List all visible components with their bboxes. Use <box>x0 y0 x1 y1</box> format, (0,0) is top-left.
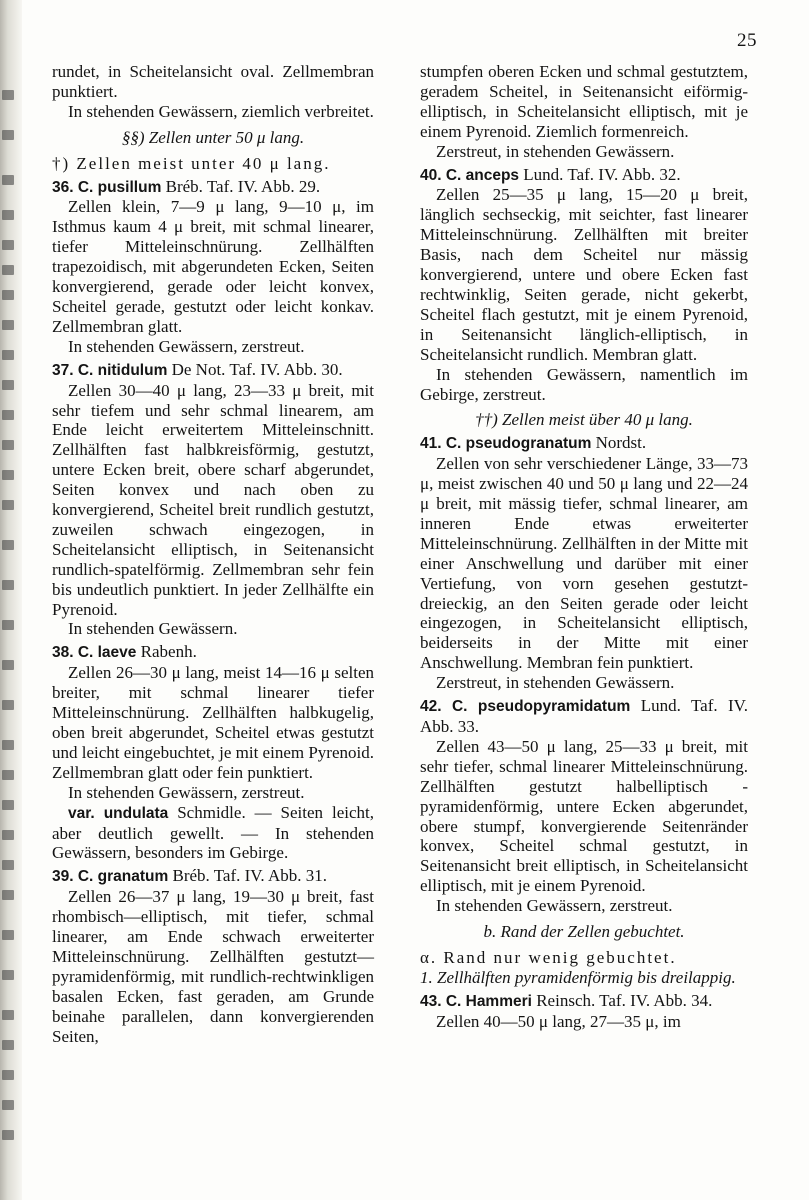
species-name: C. pseudogranatum <box>445 435 592 453</box>
binding-gutter <box>0 0 22 1200</box>
gutter-bleed-mark <box>2 620 14 630</box>
gutter-bleed-mark <box>2 970 14 980</box>
species-entry-heading <box>52 177 374 198</box>
entry-citation: Rabenh. <box>136 642 197 662</box>
description-paragraph: Zellen 26—37 μ lang, 19—30 μ breit, fast rhombisch—elliptisch, mit tiefer, schmal linearer, am Ende schwach erweiterter Mitteleinschnürung. Zellhälften gestutzt—pyramidenförmig, mit rundlich-rechtwinkligen basalen Ecken, fast geraden, am Grunde beinahe parallelen, dann konvergierenden Seiten, <box>52 887 374 1046</box>
species-name: var. undulata <box>68 804 169 822</box>
entry-number: 40. <box>420 166 442 184</box>
species-name: C. pusillum <box>77 178 162 196</box>
gutter-bleed-mark <box>2 1010 14 1020</box>
gutter-bleed-mark <box>2 175 14 185</box>
gutter-bleed-mark <box>2 500 14 510</box>
species-name: C. nitidulum <box>77 361 168 379</box>
entry-number: 37. <box>52 361 74 379</box>
species-entry-heading <box>52 642 374 663</box>
gutter-bleed-mark <box>2 240 14 250</box>
entry-citation: Schmidle. — Seiten leicht, aber deutlich gewellt. — In stehenden Gewässern, besonders im Gebirge. <box>52 802 374 863</box>
gutter-bleed-mark <box>2 860 14 870</box>
entry-number: 41. <box>420 435 442 453</box>
gutter-bleed-mark <box>2 740 14 750</box>
description-paragraph: Zerstreut, in stehenden Gewässern. <box>436 673 675 693</box>
gutter-bleed-mark <box>2 890 14 900</box>
gutter-bleed-mark <box>2 380 14 390</box>
description-paragraph: Zerstreut, in stehenden Gewässern. <box>436 141 675 161</box>
gutter-bleed-mark <box>2 470 14 480</box>
description-paragraph: In stehenden Gewässern, zerstreut. <box>436 896 673 916</box>
entry-citation: Nordst. <box>591 433 647 453</box>
species-name: C. anceps <box>445 166 520 184</box>
key-heading: 1. Zellhälften pyramidenförmig bis dreilappig. <box>420 967 736 987</box>
gutter-bleed-mark <box>2 580 14 590</box>
gutter-bleed-mark <box>2 770 14 780</box>
species-entry-heading <box>420 433 748 454</box>
continued-paragraph: rundet, in Scheitelansicht oval. Zellmembran punktiert. <box>52 62 374 101</box>
species-entry-heading <box>52 360 374 381</box>
description-paragraph: Zellen 26—30 μ lang, meist 14—16 μ selten breiter, mit schmal linearer tiefer Mitteleinschnürung. Zellhälften halbkugelig, oben breit abgerundet, Scheitel etwas gestutzt und leicht eingebuchtet, je mit einem Pyrenoid. Zellmembran glatt oder fein punktiert. <box>52 663 374 782</box>
gutter-bleed-mark <box>2 1070 14 1080</box>
entry-number: 42. <box>420 698 442 716</box>
gutter-bleed-mark <box>2 1040 14 1050</box>
left-column <box>52 62 374 1047</box>
gutter-bleed-mark <box>2 90 14 100</box>
gutter-bleed-mark <box>2 410 14 420</box>
gutter-bleed-mark <box>2 1100 14 1110</box>
species-entry-heading <box>420 991 748 1012</box>
species-name: C. granatum <box>77 868 169 886</box>
gutter-bleed-mark <box>2 290 14 300</box>
gutter-bleed-mark <box>2 210 14 220</box>
gutter-bleed-mark <box>2 660 14 670</box>
description-paragraph: In stehenden Gewässern, zerstreut. <box>68 782 305 802</box>
description-paragraph: Zellen 40—50 μ lang, 27—35 μ, im <box>436 1011 681 1031</box>
species-entry-heading <box>52 866 374 887</box>
gutter-bleed-mark <box>2 130 14 140</box>
gutter-bleed-mark <box>2 1130 14 1140</box>
key-heading: †) Zellen meist unter 40 μ lang. <box>52 153 331 173</box>
description-paragraph: In stehenden Gewässern, zerstreut. <box>68 336 305 356</box>
key-heading: b. Rand der Zellen gebuchtet. <box>483 922 685 942</box>
entry-number: 43. <box>420 992 442 1010</box>
right-column <box>420 62 748 1032</box>
entry-number: 38. <box>52 644 74 662</box>
gutter-bleed-mark <box>2 540 14 550</box>
species-name: C. pseudopyramidatum <box>451 698 631 716</box>
description-paragraph: Zellen 25—35 μ lang, 15—20 μ breit, länglich sechseckig, mit seichter, fast linearer Mitteleinschnürung. Zellhälften mit breiter Basis, nach dem Scheitel nur mässig konvergierend, untere und obere Ecken fast rechtwinklig, Seiten gerade, nicht gekerbt, Scheitel flach gestutzt, mit je einem Pyrenoid, in Seitenansicht länglich-elliptisch, in Scheitelansicht rundlich. Membran glatt. <box>420 185 748 364</box>
gutter-bleed-mark <box>2 320 14 330</box>
entry-citation: Lund. Taf. IV. Abb. 33. <box>420 696 748 736</box>
description-paragraph: Zellen 30—40 μ lang, 23—33 μ breit, mit sehr tiefem und sehr schmal linearem, am Ende leicht erweitertem Mitteleinschnitt. Zellhälften fast halbkreisförmig, gestutzt, untere Ecken breit, obere scharf abgerundet, Seiten konvex und nach oben zu konvergierend, Scheitel breit rundlich gestutzt, zuweilen schwach eingezogen, in Scheitelansicht elliptisch, in Seitenansicht rundlich-spatelförmig. Zellmembran sehr fein bis undeutlich punktiert. In jeder Zellhälfte ein Pyrenoid. <box>52 380 374 619</box>
entry-citation: Bréb. Taf. IV. Abb. 31. <box>168 866 327 886</box>
entry-citation: Bréb. Taf. IV. Abb. 29. <box>161 176 321 196</box>
continued-paragraph: stumpfen oberen Ecken und schmal gestutztem, geradem Scheitel, in Seitenansicht eiförmig-elliptisch, in Scheitelansicht elliptisch, mit je einem Pyrenoid. Ziemlich formenreich. <box>420 62 748 141</box>
gutter-bleed-mark <box>2 830 14 840</box>
entry-citation: Reinsch. Taf. IV. Abb. 34. <box>531 990 713 1010</box>
key-heading: α. Rand nur wenig gebuchtet. <box>420 947 677 967</box>
gutter-bleed-mark <box>2 440 14 450</box>
key-heading: §§) Zellen unter 50 μ lang. <box>121 127 305 147</box>
species-name: C. laeve <box>77 644 137 662</box>
gutter-bleed-mark <box>2 700 14 710</box>
species-entry-heading <box>420 696 748 737</box>
entry-number: 36. <box>52 178 74 196</box>
page-number: 25 <box>737 30 757 51</box>
key-heading: ††) Zellen meist über 40 μ lang. <box>475 410 693 430</box>
description-paragraph: In stehenden Gewässern, ziemlich verbreitet. <box>68 101 374 121</box>
gutter-bleed-mark <box>2 265 14 275</box>
variety-entry <box>52 803 374 864</box>
description-paragraph: In stehenden Gewässern, namentlich im Gebirge, zerstreut. <box>420 364 748 404</box>
description-paragraph: Zellen von sehr verschiedener Länge, 33—73 μ, meist zwischen 40 und 50 μ lang und 22—24 μ breit, mit mässig tiefer, schmal linearer, am inneren Ende etwas erweiterter Mitteleinschnürung. Zellhälften in der Mitte mit einer Anschwellung und darüber mit einer Vertiefung, von vorn gesehen gestutzt-dreieckig, an den Seiten gerade oder leicht eingezogen, in Scheitelansicht elliptisch, beiderseits in der Mitte mit einer Anschwellung. Membran fein punktiert. <box>420 454 748 673</box>
gutter-bleed-mark <box>2 350 14 360</box>
description-paragraph: Zellen 43—50 μ lang, 25—33 μ breit, mit sehr tiefer, schmal linearer Mitteleinschnürung. Zellhälften gestutzt halbelliptisch - pyramidenförmig, untere Ecken abgerundet, obere stumpf, konvergierende Seitenränder konvex, Scheitel schmal gestutzt, in Seitenansicht breit elliptisch, in Scheitelansicht elliptisch, mit je einem Pyrenoid. <box>420 736 748 896</box>
species-entry-heading <box>420 165 748 186</box>
species-name: C. Hammeri <box>445 992 532 1010</box>
entry-citation: Lund. Taf. IV. Abb. 32. <box>519 164 681 184</box>
entry-number: 39. <box>52 868 74 886</box>
entry-citation: De Not. Taf. IV. Abb. 30. <box>167 359 343 379</box>
description-paragraph: In stehenden Gewässern. <box>68 619 238 639</box>
description-paragraph: Zellen klein, 7—9 μ lang, 9—10 μ, im Isthmus kaum 4 μ breit, mit schmal linearer, tiefer Mitteleinschnürung. Zellhälften trapezoidisch, mit abgerundeten Ecken, Seiten konvergierend, gerade oder leicht konvex, Scheitel gerade, gestutzt oder leicht konkav. Zellmembran glatt. <box>52 197 374 336</box>
gutter-bleed-mark <box>2 800 14 810</box>
gutter-bleed-mark <box>2 930 14 940</box>
